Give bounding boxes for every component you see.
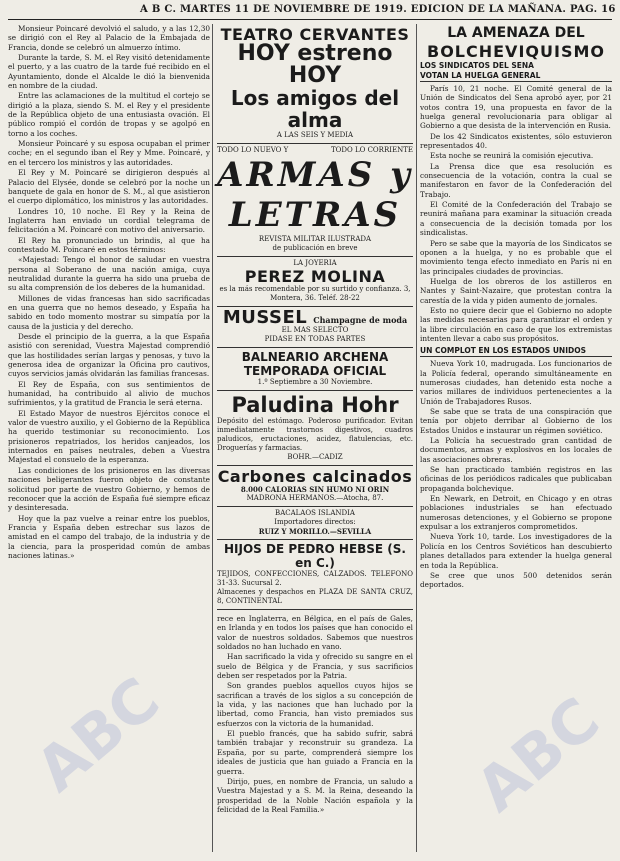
left-paragraph: Hoy que la paz vuelve a reinar entre los pueblos, Francia y España deben estrechar sus lazos de amistad en el campo del trabajo, de la industria y de la ciencia, para la prosperidad común de ambas naciones latinas.» xyxy=(8,513,210,560)
ad-headline: Los amigos del alma xyxy=(230,86,400,132)
ad-armas-logo: ARMAS y LETRAS xyxy=(217,155,413,235)
ad-line: Importadores directos: xyxy=(274,518,356,526)
left-paragraph: Monsieur Poincaré devolvió el saludo, y a las 12,30 se dirigió con el Rey al Palacio de la Embajada de Francia, donde se celebró un almuerzo íntimo. xyxy=(8,24,210,52)
right-paragraph: Huelga de los obreros de los astilleros en Nantes y Saint-Nazaire, que protestan contra la carestía de la vida y piden aumento de jornales. xyxy=(420,276,612,305)
ad-line: TODO LO NUEVO Y xyxy=(217,146,289,154)
middle-paragraph: rece en Inglaterra, en Bélgica, en el país de Gales, en Irlanda y en todos los países que han conocido el valor de nuestros soldados. Sabemos que nuestros soldados no han luchado en vano. xyxy=(217,614,413,652)
ad-row xyxy=(217,309,413,326)
left-paragraph: El Estado Mayor de nuestros Ejércitos conoce el valor de vuestro auxilio, y el Gobierno de la República ha querido testimoniar su reconocimiento. Los prisioneros repatriados, los heridos canjeados, los internados en países neutrales, deben a Vuestra Majestad el consuelo de la esperanza. xyxy=(8,408,210,465)
right-paragraph: La Policía ha secuestrado gran cantidad de documentos, armas y explosivos en los locales de las asociaciones obreras. xyxy=(420,436,612,464)
ad-title: HIJOS DE PEDRO HEBSE (S. en C.) xyxy=(224,542,406,570)
ad-title: MUSSEL xyxy=(222,307,308,328)
ad-line: EL MAS SELECTO xyxy=(281,326,349,334)
ad-line: REVISTA MILITAR ILUSTRADA xyxy=(258,235,372,243)
ad-line: LA JOYERIA xyxy=(293,259,337,267)
article-title: BOLCHEVIQUISMO xyxy=(427,42,605,61)
right-paragraph: Nueva York 10, tarde. Los investigadores de la Policía en los Centros Soviéticos han descubierto planes detallados para extender la huelga general en toda la República. xyxy=(420,532,612,570)
ad-line: TODO LO CORRIENTE xyxy=(330,146,413,154)
ad-line: 8.000 CALORIAS SIN HUMO NI ORIN xyxy=(240,485,390,494)
ad-paludina xyxy=(217,391,413,466)
left-paragraph: Monsieur Poincaré y su esposa ocupaban el primer coche; en el segundo iban el Rey y Mme. Poincaré, y en el tercero los ministros y las autoridades. xyxy=(8,139,210,167)
middle-paragraph: El pueblo francés, que ha sabido sufrir, sabrá también trabajar y reconstruir su grandeza. La España, por su parte, comprenderá siempre los ideales de justicia que han guiado a Francia en la guerra. xyxy=(217,729,413,776)
ad-line: de publicación en breve xyxy=(272,244,358,252)
ad-line: A LAS SEIS Y MEDIA xyxy=(276,131,354,139)
right-paragraph: Se sabe que se trata de una conspiración que tenía por objeto derribar al Gobierno de los Estados Unidos e instaurar un régimen soviético. xyxy=(420,407,612,435)
left-paragraph: Desde el principio de la guerra, a la que España asistió con serenidad, Vuestra Majestad comprendió que las hostilidades serían largas y penosas, y tuvo la generosa idea de organizar la Oficina pro cautivos, cuyos servicios jamás olvidarán las familias francesas. xyxy=(8,332,210,379)
ad-line: 1.º Septiembre a 30 Noviembre. xyxy=(257,378,373,386)
ad-balneario xyxy=(217,348,413,391)
ad-line: TEJIDOS, CONFECCIONES, CALZADOS. TELEFONO 31-33. Sucursal 2. xyxy=(217,570,413,587)
right-paragraph: Esta noche se reunirá la comisión ejecutiva. xyxy=(430,151,594,161)
ad-mussel xyxy=(217,307,413,348)
ad-perez-molina xyxy=(217,257,413,307)
right-column xyxy=(420,24,612,852)
ad-line: PIDASE EN TODAS PARTES xyxy=(264,335,366,343)
left-paragraph: Londres 10, 10 noche. El Rey y la Reina de Inglaterra han enviado un cordial telegrama de felicitación a M. Poincaré con motivo del aniversario. xyxy=(8,206,210,235)
ad-hijos-pedro xyxy=(217,540,413,610)
middle-column xyxy=(217,24,413,852)
left-paragraph: «Majestad: Tengo el honor de saludar en vuestra persona al Soberano de una nación amiga, cuya neutralidad durante la guerra ha sido una prueba de su alta comprensión de los deberes de la humanidad. xyxy=(8,255,210,293)
page-header: A B C. MARTES 11 DE NOVIEMBRE DE 1919. EDICION DE LA MAÑANA. PAG. 16 xyxy=(140,4,616,15)
ad-armas-letras xyxy=(217,144,413,257)
ad-line: BOHR.—CADIZ xyxy=(287,453,343,461)
ad-line: es la más recomendable por su surtido y confianza. 3, Montera, 36. Teléf. 28-22 xyxy=(219,285,411,302)
middle-paragraph: Han sacrificado la vida y ofrecido su sangre en el suelo de Bélgica y de Francia, y sus sacrificios deben ser respetados por la Patria. xyxy=(217,652,413,681)
left-paragraph: Durante la tarde, S. M. el Rey visitó detenidamente el puerto, y a las cuatro de la tarde fué recibido en el Ayuntamiento, donde el Alcalde le dió la bienvenida en nombre de la ciudad. xyxy=(8,53,210,91)
right-paragraph: Pero se sabe que la mayoría de los Sindicatos se oponen a la huelga, y no es probable que el movimiento tenga efecto inmediato en París ni en las principales ciudades de provincias. xyxy=(420,238,612,276)
ad-row xyxy=(217,146,413,155)
right-paragraph: El Comité de la Confederación del Trabajo se reunirá mañana para examinar la situación creada a consecuencia de la decisión tomada por los sindicalistas. xyxy=(420,200,612,238)
ad-line: Depósito del estómago. Poderoso purificador. Evitan inmediatamente trastornos digestivos, cuadros paludicos, eructaciones, acidez, flatulencias, etc. Droguerías y farmacias. xyxy=(217,417,413,452)
ad-title: BALNEARIO ARCHENA xyxy=(241,350,389,364)
header-rule xyxy=(8,19,612,20)
column-divider xyxy=(212,24,213,852)
middle-paragraph: Dirijo, pues, en nombre de Francia, un saludo a Vuestra Majestad y a S. M. la Reina, deseando la prosperidad de la Noble Nación española y la felicidad de la Real Familia.» xyxy=(217,776,413,814)
abc-watermark: ABC xyxy=(23,664,173,806)
left-paragraph: Entre las aclamaciones de la multitud el cortejo se dirigió a la plaza, siendo S. M. el Rey y el presidente de la República objeto de una entusiasta ovación. El público rompió el cordón de tropas y se agolpó en torno a los coches. xyxy=(8,91,210,138)
article-subtitle: VOTAN LA HUELGA GENERAL xyxy=(420,71,612,82)
left-paragraph: Las condiciones de los prisioneros en las diversas naciones beligerantes fueron objeto de constante solicitud por parte de vuestro Gobierno, y hemos de reconocer que la acción de España fué siempre eficaz y desinteresada. xyxy=(8,465,210,513)
ad-line: BACALAOS ISLANDIA xyxy=(275,509,355,517)
left-paragraph: El Rey de España, con sus sentimientos de humanidad, ha contribuido al alivio de muchos sufrimientos, y la gratitud de Francia le será eterna. xyxy=(8,379,210,408)
right-paragraph: Esto no quiere decir que el Gobierno no adopte las medidas necesarias para garantizar el orden y la libre circulación en caso de que los extremistas intenten llevar a cabo sus propósitos. xyxy=(420,305,612,343)
ad-line: Champagne de moda xyxy=(313,315,408,325)
ad-title: Paludina Hohr xyxy=(231,393,399,417)
ad-line: RUIZ Y MORILLO.—SEVILLA xyxy=(258,527,372,536)
ad-title: PEREZ MOLINA xyxy=(244,267,386,286)
right-paragraph: Se han practicado también registros en las oficinas de los periódicos radicales que publicaban propaganda bolchevique. xyxy=(420,465,612,493)
article-subtitle: LOS SINDICATOS DEL SENA xyxy=(420,61,534,70)
ad-title: TEATRO CERVANTES xyxy=(220,25,410,44)
ad-teatro-cervantes xyxy=(217,24,413,144)
article-subtitle: UN COMPLOT EN LOS ESTADOS UNIDOS xyxy=(420,346,612,357)
ad-carbones xyxy=(217,466,413,507)
right-paragraph: De los 42 Sindicatos existentes, sólo estuvieron representados 40. xyxy=(420,131,612,151)
ad-line: MADRONA HERMANOS.—Atocha, 87. xyxy=(246,494,384,502)
left-paragraph: Millones de vidas francesas han sido sacrificadas en una guerra que no hemos deseado, y España ha sabido en todo momento mostrar su simpatía por la causa de la justicia y del derecho. xyxy=(8,293,210,331)
left-paragraph: El Rey y M. Poincaré se dirigieron después al Palacio del Elysée, donde se celebró por la noche un banquete de gala en honor de S. M., al que asistieron el cuerpo diplomático, los ministros y las autoridades. xyxy=(8,168,210,206)
right-paragraph: La Prensa dice que esa resolución es consecuencia de la votación, contra la cual se manifestaron en favor de la Confederación del Trabajo. xyxy=(420,161,612,199)
article-title: LA AMENAZA DEL xyxy=(447,25,585,41)
abc-watermark: ABC xyxy=(463,684,613,826)
right-paragraph: Se cree que unos 500 detenidos serán deportados. xyxy=(420,570,612,590)
ad-line: Almacenes y despachos en PLAZA DE SANTA CRUZ, 8, CONTINENTAL xyxy=(217,588,413,605)
right-paragraph: Nueva York 10, madrugada. Los funcionarios de la Policía federal, operando simultáneamente en numerosas ciudades, han detenido esta noche a varios millares de individuos pertenecientes a la Unión de Trabajadores Rusos. xyxy=(420,359,612,406)
ad-title: Carbones calcinados xyxy=(217,467,413,486)
ad-title: TEMPORADA OFICIAL xyxy=(243,364,387,378)
right-paragraph: París 10, 21 noche. El Comité general de la Unión de Sindicatos del Sena aprobó ayer, por 21 votos contra 19, una propuesta en favor de la huelga general revolucionaria para obligar al Gobierno a que desista de la intervención en Rusia. xyxy=(420,84,612,131)
left-paragraph: El Rey ha pronunciado un brindis, al que ha contestado M. Poincaré en estos términos: xyxy=(8,235,210,254)
middle-paragraph: Son grandes pueblos aquellos cuyos hijos se sacrifican a través de los siglos a su concepción de la vida, y las naciones que han luchado por la libertad, como Francia, han visto premiados sus esfuerzos con la victoria de la humanidad. xyxy=(217,681,413,728)
ad-bacalaos xyxy=(217,507,413,540)
right-paragraph: En Newark, en Detroit, en Chicago y en otras poblaciones industriales se han efectuado numerosas detenciones, y el Gobierno se propone expulsar a los extranjeros comprometidos. xyxy=(420,494,612,532)
ad-headline: HOY estreno HOY xyxy=(237,41,393,88)
column-divider xyxy=(416,24,417,852)
left-column xyxy=(8,24,210,852)
